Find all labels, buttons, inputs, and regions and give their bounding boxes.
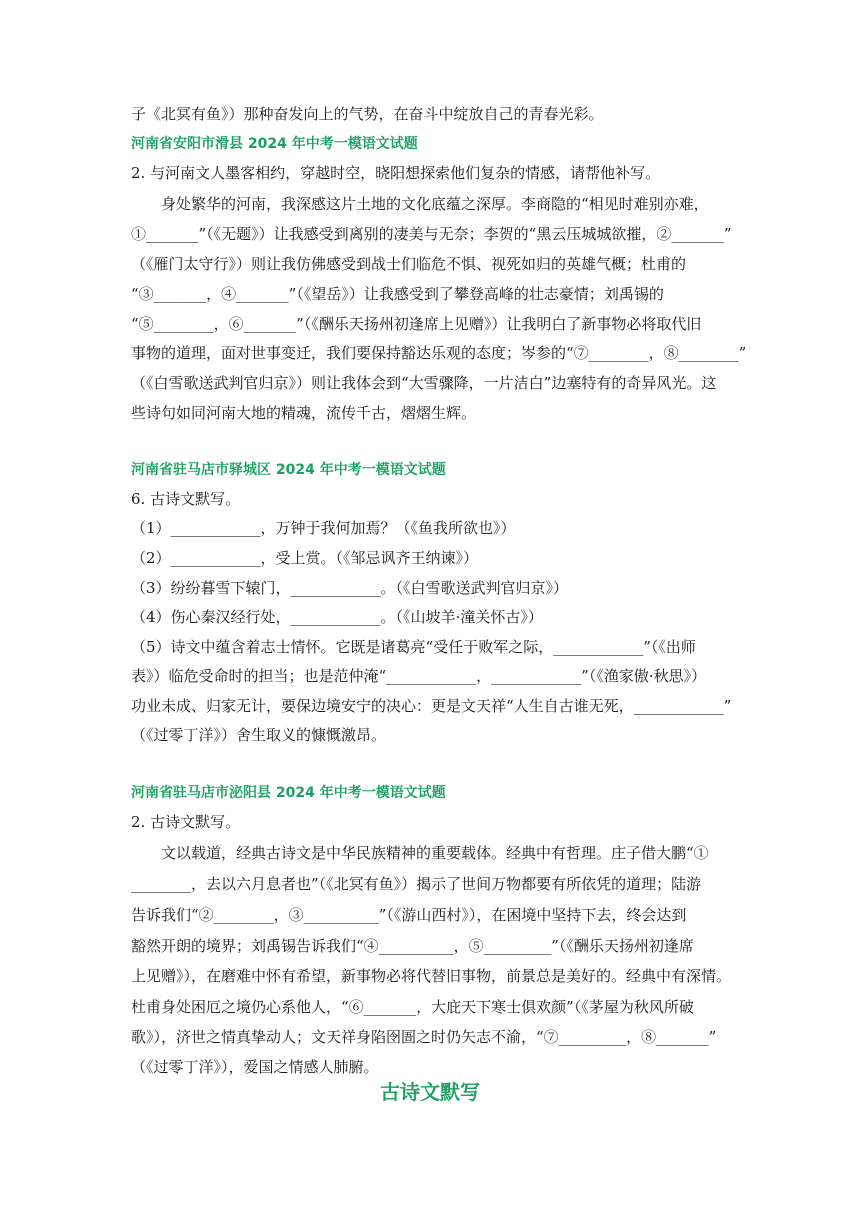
- section-heading-biyang: 河南省驻马店市泌阳县 2024 年中考一模语文试题: [131, 785, 446, 801]
- passage-line: 文以载道，经典古诗文是中华民族精神的重要载体。经典中有哲理。庄子借大鹏“①: [161, 844, 709, 862]
- question-stem: 6. 古诗文默写。: [131, 490, 241, 508]
- passage-line: （《白雪歌送武判官归京》）则让我体会到“大雪骤降，一片洁白”边塞特有的奇异风光。这: [131, 374, 717, 392]
- passage-line: “③_______，④_______”（《望岳》）让我感受到了攀登高峰的壮志豪情；刘禹锡的: [131, 285, 664, 303]
- section-heading-huaxian: 河南省安阳市滑县 2024 年中考一模语文试题: [131, 136, 418, 152]
- passage-line: 歌》），济世之情真挚动人；文天祥身陷囹圄之时仍矢志不渝，“⑦_________，⑧_______”: [131, 1028, 717, 1046]
- list-item: （1）____________，万钟于我何加焉？（《鱼我所欲也》）: [131, 519, 516, 537]
- list-item: 表》）临危受命时的担当；也是范仲淹“____________，____________”（《渔家傲·秋思》）: [131, 667, 707, 685]
- list-item: （4）伤心秦汉经行处，____________。（《山坡羊·潼关怀古》）: [131, 608, 543, 626]
- question-stem: 2. 与河南文人墨客相约，穿越时空，晓阳想探索他们复杂的情感，请帮他补写。: [131, 164, 661, 182]
- passage-line: 上见赠》），在磨难中怀有希望，新事物必将代替旧事物，前景总是美好的。经典中有深情。: [131, 967, 732, 985]
- question-stem: 2. 古诗文默写。: [131, 813, 241, 831]
- passage-line: （《过零丁洋》），爱国之情感人肺腑。: [131, 1058, 379, 1076]
- passage-line: “⑤________，⑥_______”（《酬乐天扬州初逢席上见赠》）让我明白了新事物必将取代旧: [131, 315, 702, 333]
- passage-line: 些诗句如同河南大地的精魂，流传千古，熠熠生辉。: [131, 404, 477, 422]
- section-heading-yicheng: 河南省驻马店市驿城区 2024 年中考一模语文试题: [131, 462, 446, 478]
- footer-title: 古诗文默写: [380, 1080, 480, 1104]
- passage-line: 豁然开朗的境界；刘禹锡告诉我们“④__________，⑤_________”（《酬乐天扬州初逢席: [131, 937, 694, 955]
- list-item: （2）____________，受上赏。（《邹忌讽齐王纳谏》）: [131, 549, 479, 567]
- passage-line: 杜甫身处困厄之境仍心系他人，“⑥_______，大庇天下寒士俱欢颜”（《茅屋为秋风所破: [131, 998, 694, 1016]
- passage-line: 身处繁华的河南，我深感这片土地的文化底蕴之深厚。李商隐的“相见时难别亦难，: [161, 195, 709, 213]
- passage-line: ①_______”（《无题》）让我感受到离别的凄美与无奈；李贺的“黑云压城城欲摧，②_______”: [131, 225, 732, 243]
- passage-line: ________，去以六月息者也”（《北冥有鱼》）揭示了世间万物都要有所依凭的道理；陆游: [131, 875, 702, 893]
- passage-line: 事物的道理，面对世事变迁，我们要保持豁达乐观的态度；岑参的“⑦________，⑧________”: [131, 344, 747, 362]
- continuation-line: 子《北冥有鱼》）那种奋发向上的气势，在奋斗中绽放自己的青春光彩。: [131, 105, 604, 123]
- passage-line: （《雁门太守行》）则让我仿佛感受到战士们临危不惧、视死如归的英雄气概；杜甫的: [131, 255, 687, 273]
- list-item: （5）诗文中蕴含着志士情怀。它既是诸葛亮“受任于败军之际，____________”（《出师: [131, 638, 696, 656]
- list-item: （3）纷纷暮雪下辕门，____________。（《白雪歌送武判官归京》）: [131, 579, 569, 597]
- passage-line: 告诉我们“②________，③__________”（《游山西村》），在困境中坚持下去，终会达到: [131, 906, 687, 924]
- list-item: （《过零丁洋》）舍生取义的慷慨激昂。: [131, 726, 387, 744]
- list-item: 功业未成、归家无计，要保边境安宁的决心：更是文天祥“人生自古谁无死，____________”: [131, 697, 732, 715]
